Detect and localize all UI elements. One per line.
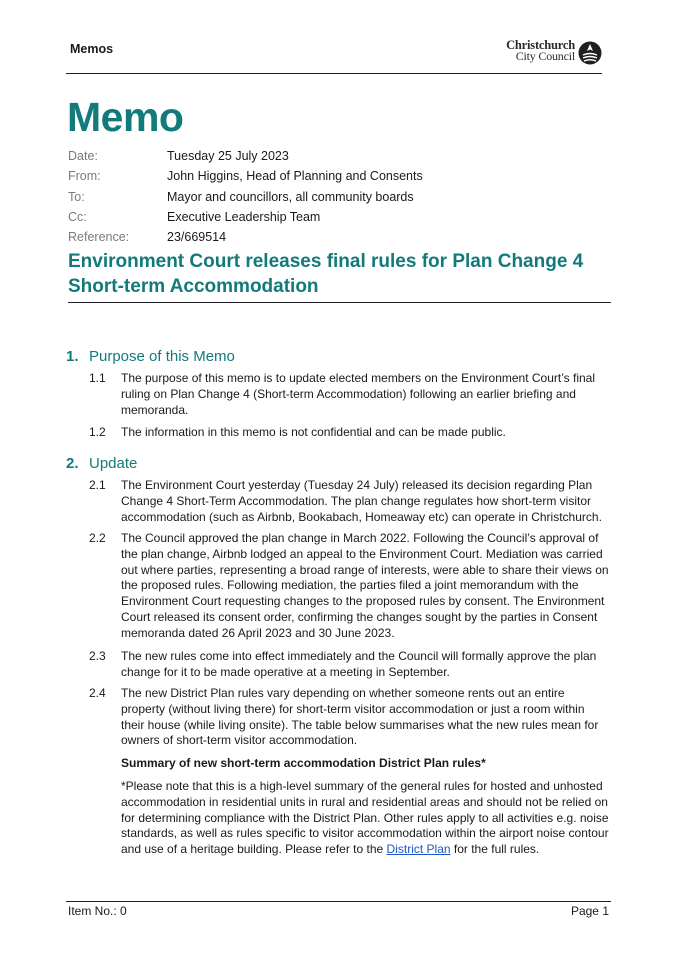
paragraph — [89, 425, 611, 441]
subject-line-2: Short-term Accommodation — [68, 276, 319, 297]
paragraph-number: 2.2 — [89, 531, 106, 545]
meta-value: Tuesday 25 July 2023 — [167, 149, 289, 164]
logo-text — [506, 40, 575, 62]
logo-line-1: Christchurch — [506, 38, 575, 52]
paragraph-number: 2.3 — [89, 649, 106, 663]
page-footer — [66, 901, 611, 918]
meta-label: Cc: — [68, 210, 87, 225]
paragraph-number: 1.2 — [89, 425, 106, 439]
subject-line-1: Environment Court releases final rules for Plan Change 4 — [68, 251, 584, 272]
section-number: 1. — [66, 348, 79, 365]
page-number: Page 1 — [570, 904, 609, 918]
item-number: Item No.: 0 — [68, 904, 127, 918]
paragraph-number: 1.1 — [89, 371, 106, 385]
meta-label: From: — [68, 169, 101, 184]
paragraph-number: 2.4 — [89, 686, 106, 700]
section-heading-update — [66, 455, 137, 472]
header-label: Memos — [70, 42, 114, 56]
note-text: *Please note that this is a high-level summary of the general rules for hosted and unhosted accommodation in residential units in rural and residential areas and should not be relied on for determining compliance with the District Plan. Other rules apply to all activities e.g. noise standards, as well as rules specific to visitor accommodation within the airport noise contour and use of a heritage building. Please refer to the — [121, 779, 609, 857]
page-header — [66, 40, 602, 74]
paragraph-text: The Council approved the plan change in March 2022. Following the Council’s approval of the plan change, Airbnb lodged an appeal to the Environment Court. Mediation was carried out where parties, representing a broad range of interests, were able to share their views on the proposed rules. Following mediation, the parties filed a joint memorandum with the Environment Court requesting changes to the proposed rules by consent. The Environment Court released its consent order, confirming the changes sought by the parties in Consent memoranda dated 26 April 2023 and 30 June 2023. — [121, 531, 609, 640]
meta-label: Reference: — [68, 230, 130, 245]
section-title: Purpose of this Memo — [89, 348, 235, 365]
paragraph-number: 2.1 — [89, 478, 106, 492]
summary-heading: Summary of new short-term accommodation District Plan rules* — [121, 756, 486, 770]
paragraph — [89, 531, 611, 642]
paragraph — [89, 371, 611, 418]
logo-line-2: City Council — [515, 49, 575, 63]
meta-value: Mayor and councillors, all community boards — [167, 189, 414, 204]
paragraph-text: The information in this memo is not confidential and can be made public. — [121, 425, 506, 439]
page-title: Memo — [67, 94, 184, 140]
paragraph-text: The new rules come into effect immediately and the Council will formally approve the plan change for it to be made operative at a meeting in September. — [121, 649, 597, 679]
memo-meta — [68, 146, 423, 247]
section-title: Update — [89, 455, 138, 472]
paragraph — [89, 649, 611, 681]
meta-value: Executive Leadership Team — [167, 210, 321, 225]
paragraph — [89, 478, 611, 525]
note-tail: for the full rules. — [450, 842, 540, 857]
paragraph — [89, 686, 611, 749]
district-plan-link[interactable]: District Plan — [386, 842, 451, 857]
paragraph-text: The new District Plan rules vary depending on whether someone rents out an entire property (without living there) for short-term visitor accommodation or just a room within their house (while living onsite). The table below summarises what the new rules mean for owners of short-term visitor accommodation. — [121, 686, 599, 748]
memo-subject — [68, 249, 611, 303]
meta-row-reference — [68, 227, 423, 247]
meta-row-to — [68, 187, 423, 207]
meta-row-from — [68, 166, 423, 186]
meta-value: John Higgins, Head of Planning and Consents — [167, 169, 423, 184]
council-emblem-icon — [578, 41, 602, 65]
section-number: 2. — [66, 455, 79, 472]
meta-label: To: — [68, 189, 85, 204]
meta-label: Date: — [68, 149, 98, 164]
council-logo — [506, 40, 602, 65]
summary-note — [121, 779, 611, 858]
paragraph-text: The purpose of this memo is to update elected members on the Environment Court’s final ruling on Plan Change 4 (Short-term Accommodation) following an earlier briefing and memoranda. — [121, 371, 596, 417]
section-heading-purpose — [66, 348, 235, 365]
paragraph-text: The Environment Court yesterday (Tuesday 24 July) released its decision regarding Plan Change 4 Short-Term Accommodation. The plan change regulates how short-term visitor accommodation (such as Airbnb, Bookabach, Homeaway etc) can operate in Christchurch. — [121, 478, 602, 524]
meta-row-date — [68, 146, 423, 166]
meta-row-cc — [68, 207, 423, 227]
meta-value: 23/669514 — [167, 230, 227, 245]
